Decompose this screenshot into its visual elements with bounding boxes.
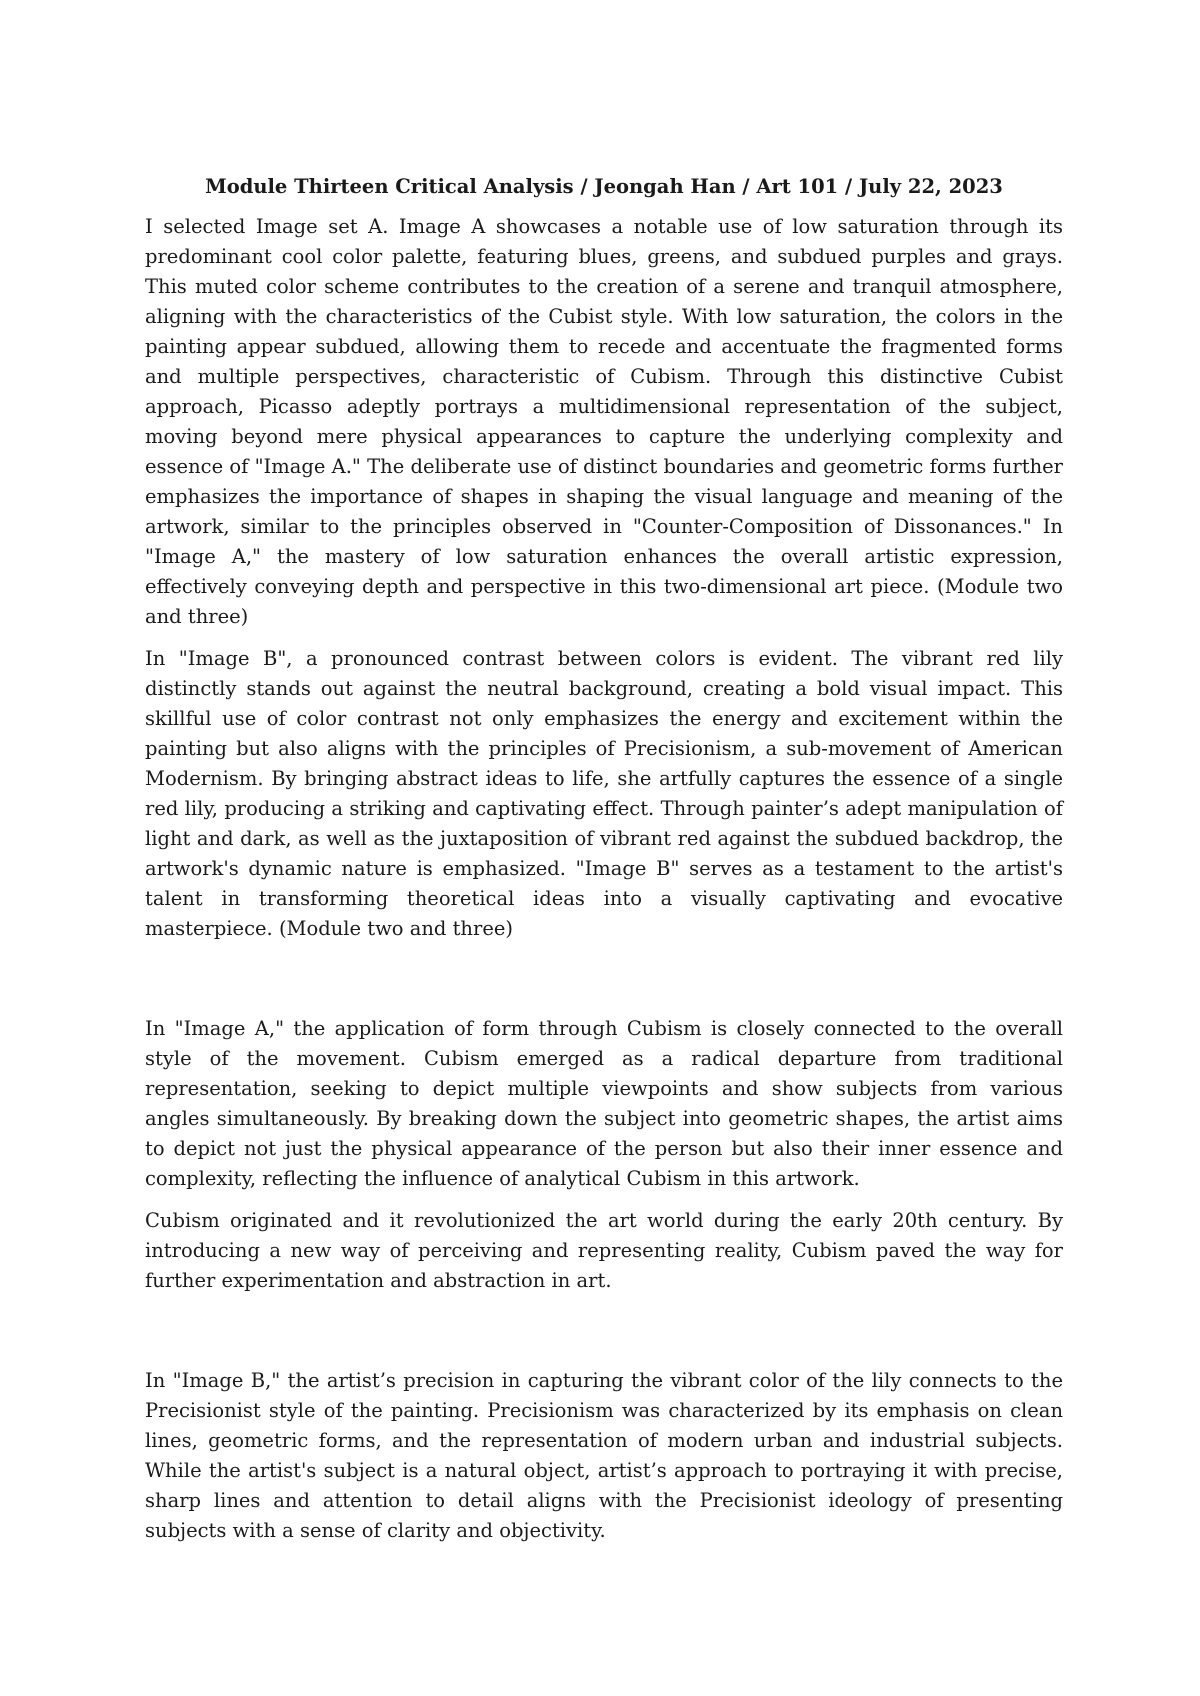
paragraph-spacer xyxy=(145,632,1063,644)
paragraph-image-b-contrast: In "Image B", a pronounced contrast between colors is evident. The vibrant red lily distinctly stands out against the neutral background, creating a bold visual impact. This skillful use of color contrast not only emphasizes the energy and excitement within the painting but also aligns with the principles of Precisionism, a sub-movement of American Modernism. By bringing abstract ideas to life, she artfully captures the essence of a single red lily, producing a striking and captivating effect. Through painter’s adept manipulation of light and dark, as well as the juxtaposition of vibrant red against the subdued backdrop, the artwork's dynamic nature is emphasized. "Image B" serves as a testament to the artist's talent in transforming theoretical ideas into a visually captivating and evocative masterpiece. (Module two and three) xyxy=(145,647,1063,940)
paragraph-cubism-origin: Cubism originated and it revolutionized the art world during the early 20th century. By introducing a new way of perceiving and representing reality, Cubism paved the way for further experimentation and abstraction in art. xyxy=(145,1209,1063,1292)
document-body xyxy=(145,172,1063,1546)
document-title: Module Thirteen Critical Analysis / Jeongah Han / Art 101 / July 22, 2023 xyxy=(205,175,1003,198)
paragraph-spacer xyxy=(145,1194,1063,1206)
paragraph-spacer xyxy=(145,944,1063,1014)
paragraph-image-a-cubism: In "Image A," the application of form through Cubism is closely connected to the overall style of the movement. Cubism emerged as a radical departure from traditional representation, seeking to depict multiple viewpoints and show subjects from various angles simultaneously. By breaking down the subject into geometric shapes, the artist aims to depict not just the physical appearance of the person but also their inner essence and complexity, reflecting the influence of analytical Cubism in this artwork. xyxy=(145,1017,1063,1190)
paragraph-image-a-saturation: I selected Image set A. Image A showcases a notable use of low saturation through its predominant cool color palette, featuring blues, greens, and subdued purples and grays. This muted color scheme contributes to the creation of a serene and tranquil atmosphere, aligning with the characteristics of the Cubist style. With low saturation, the colors in the painting appear subdued, allowing them to recede and accentuate the fragmented forms and multiple perspectives, characteristic of Cubism. Through this distinctive Cubist approach, Picasso adeptly portrays a multidimensional representation of the subject, moving beyond mere physical appearances to capture the underlying complexity and essence of "Image A." The deliberate use of distinct boundaries and geometric forms further emphasizes the importance of shapes in shaping the visual language and meaning of the artwork, similar to the principles observed in "Counter-Composition of Dissonances." In "Image A," the mastery of low saturation enhances the overall artistic expression, effectively conveying depth and perspective in this two-dimensional art piece. (Module two and three) xyxy=(145,215,1063,628)
paragraph-spacer xyxy=(145,1296,1063,1366)
paragraph-image-b-precisionism: In "Image B," the artist’s precision in capturing the vibrant color of the lily connects to the Precisionist style of the painting. Precisionism was characterized by its emphasis on clean lines, geometric forms, and the representation of modern urban and industrial subjects. While the artist's subject is a natural object, artist’s approach to portraying it with precise, sharp lines and attention to detail aligns with the Precisionist ideology of presenting subjects with a sense of clarity and objectivity. xyxy=(145,1369,1063,1542)
